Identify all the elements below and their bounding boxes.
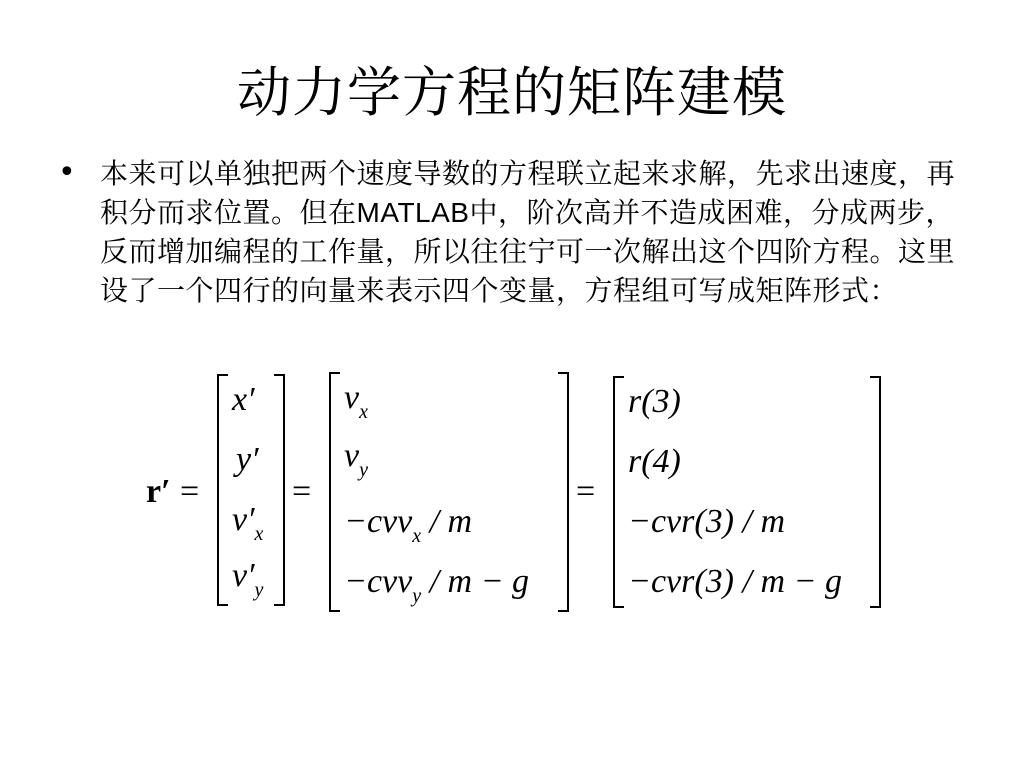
matrix3-entry-1: r(3)	[628, 383, 681, 420]
equals-sign-2: =	[292, 473, 312, 510]
matrix1-entry-3: $v'_x$	[232, 501, 264, 545]
equals-sign-3: =	[576, 473, 596, 510]
matrix3-entry-4: −cvr(3) / m − g	[628, 563, 842, 600]
equals-sign-1: =	[180, 473, 200, 510]
matrix1-entry-4: $v'_y$	[232, 557, 264, 601]
matrix1-left-bracket	[217, 374, 228, 606]
matrix3-entry-3: −cvr(3) / m	[628, 503, 786, 540]
matrix1-right-bracket	[274, 374, 285, 606]
matrix1-entry-2: y′	[236, 441, 259, 478]
paragraph-matlab: MATLAB	[356, 197, 470, 228]
matrix2-right-bracket	[558, 372, 569, 612]
paragraph-text-after: 中，阶次高并不造成困难，分成两步，反而增加编程的工作量，所以往往宁可一次解出这个四阶方程。这里设了一个四行的向量来表示四个变量，方程组可写成矩阵形式：	[100, 196, 956, 307]
matrix2-entry-1: $v_x$	[344, 379, 368, 423]
paragraph-text-before: 本来可以单独把两个速度导数的方程联立起来求解，先求出速度，再积分而求位置。但在	[100, 157, 956, 229]
matrix1-entry-1: x′	[232, 381, 255, 418]
equation-lhs: r′	[146, 473, 171, 510]
bullet-marker: •	[58, 155, 76, 190]
matrix3-entry-2: r(4)	[628, 443, 681, 480]
matrix2-entry-4: −cvv$_y$ / m − g	[344, 563, 530, 607]
matrix2-left-bracket	[329, 372, 340, 612]
matrix3-right-bracket	[870, 376, 881, 608]
matrix2-entry-3: −cvv$_x$ / m	[344, 503, 473, 547]
matrix3-left-bracket	[613, 376, 624, 608]
slide-title: 动力学方程的矩阵建模	[237, 61, 787, 124]
matrix2-entry-2: $v_y$	[344, 437, 368, 481]
